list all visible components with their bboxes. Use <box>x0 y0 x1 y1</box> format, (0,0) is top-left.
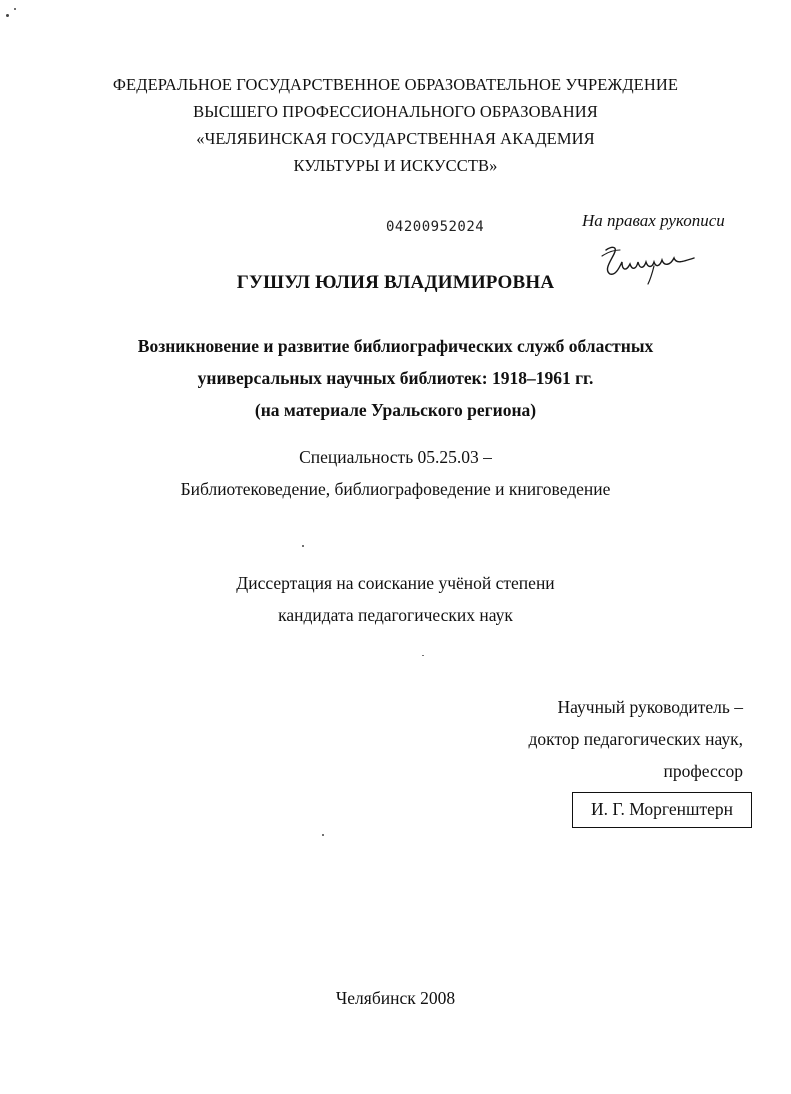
title-line-3: (на материале Уральского региона) <box>254 400 537 420</box>
scan-speck <box>6 14 9 17</box>
supervisor-role: Научный руководитель – <box>557 697 743 717</box>
institution-line-2: ВЫСШЕГО ПРОФЕССИОНАЛЬНОГО ОБРАЗОВАНИЯ <box>193 102 598 121</box>
supervisor-rank: профессор <box>663 761 743 781</box>
institution-line-1: ФЕДЕРАЛЬНОЕ ГОСУДАРСТВЕННОЕ ОБРАЗОВАТЕЛЬНОЕ УЧРЕЖДЕНИЕ <box>112 75 679 94</box>
supervisor-name: И. Г. Моргенштерн <box>572 792 752 828</box>
specialty-name: Библиотековедение, библиографоведение и книговедение <box>180 479 611 499</box>
scan-speck <box>302 545 304 547</box>
institution-line-4: КУЛЬТУРЫ И ИСКУССТВ» <box>293 156 498 175</box>
scan-speck <box>14 8 16 10</box>
scan-speck <box>422 655 424 656</box>
manuscript-note: На правах рукописи <box>582 211 725 230</box>
scan-speck <box>322 834 324 836</box>
supervisor-degree: доктор педагогических наук, <box>528 729 743 749</box>
title-line-1: Возникновение и развитие библиографических служб областных <box>137 336 654 356</box>
degree-line-1: Диссертация на соискание учёной степени <box>236 573 555 593</box>
specialty-code: Специальность 05.25.03 – <box>299 447 492 467</box>
institution-line-3: «ЧЕЛЯБИНСКАЯ ГОСУДАРСТВЕННАЯ АКАДЕМИЯ <box>196 129 595 148</box>
author-name: ГУШУЛ ЮЛИЯ ВЛАДИМИРОВНА <box>236 272 555 293</box>
city-year: Челябинск 2008 <box>335 988 456 1008</box>
registration-number: 04200952024 <box>386 219 485 235</box>
degree-line-2: кандидата педагогических наук <box>278 605 513 625</box>
title-line-2: универсальных научных библиотек: 1918–1961 гг. <box>197 368 594 388</box>
